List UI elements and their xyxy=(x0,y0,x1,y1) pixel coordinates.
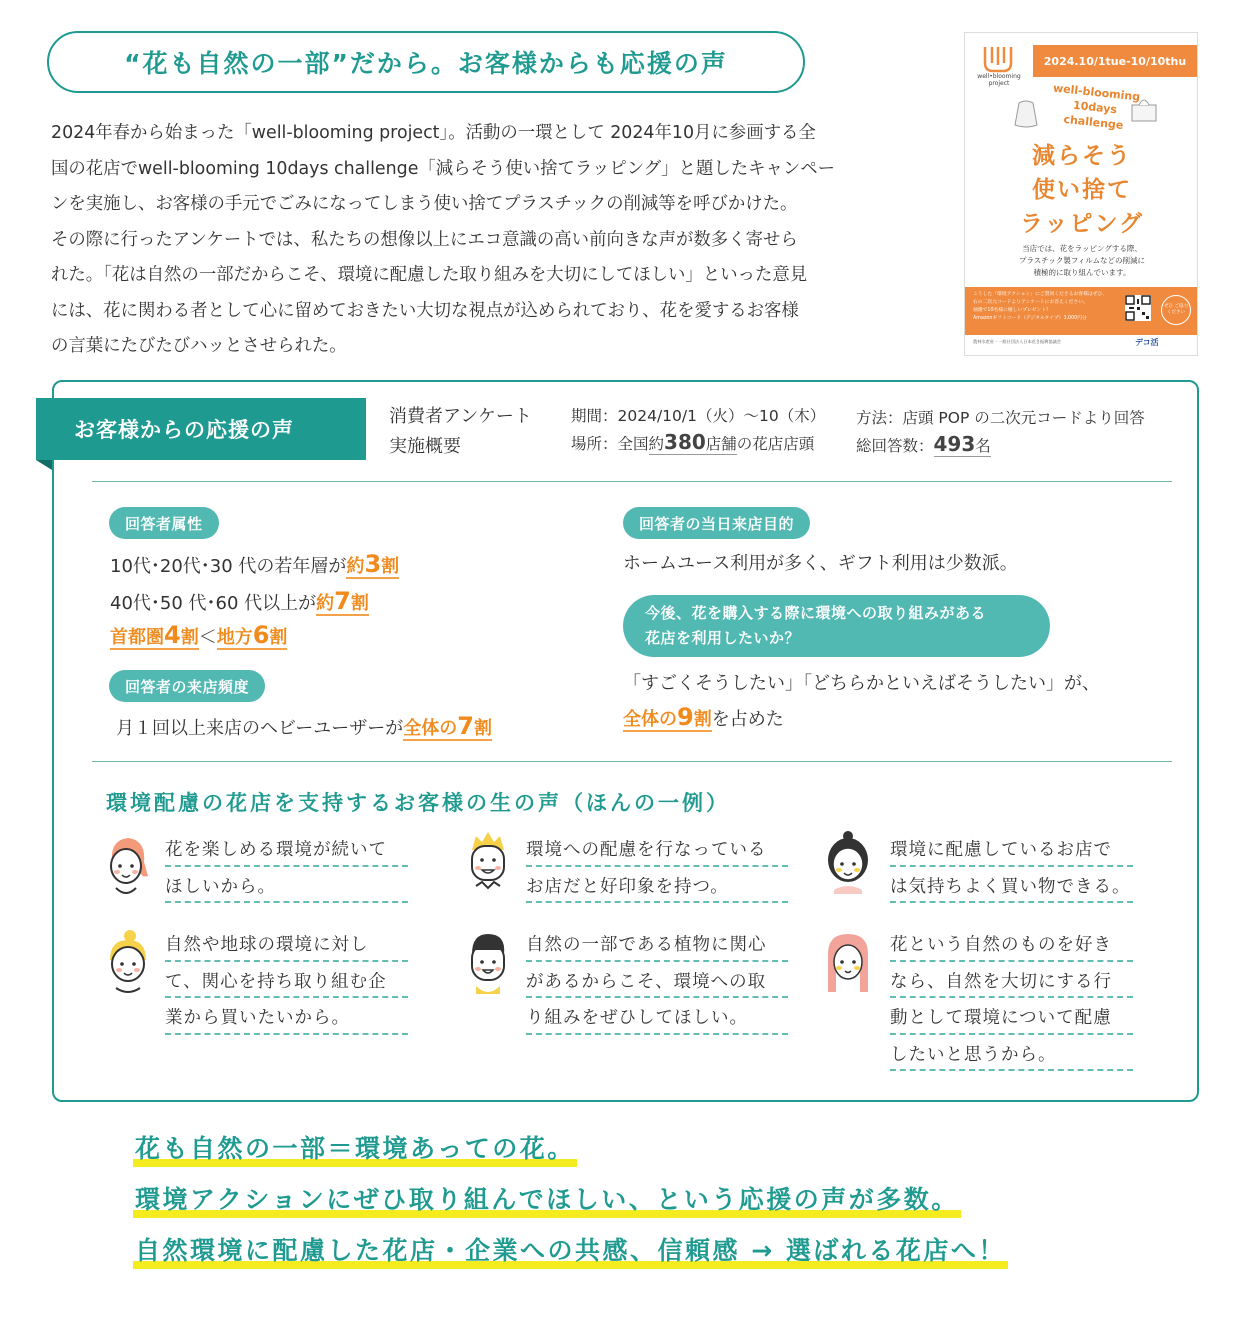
woman-orange-hair-avatar-icon xyxy=(102,832,154,898)
intro-line: には、花に関わる者として心に留めておきたい大切な視点が込められており、花を愛するお客様 xyxy=(51,300,799,321)
survey-tab: お客様からの応援の声 xyxy=(36,398,366,460)
voice-quote: 花という自然のものを好き なら、自然を大切にする行 動として環境について配慮 したいと思うから。 xyxy=(890,925,1133,1071)
man-yellow-hair-avatar-icon xyxy=(462,828,514,894)
badge-visit-frequency: 回答者の来店頻度 xyxy=(109,670,265,702)
poster-challenge: well-blooming 10days challenge xyxy=(1052,81,1141,133)
intro-line: 国の花店でwell-blooming 10days challenge「減らそう使い捨てラッピング」と題したキャンペー xyxy=(51,158,836,179)
stat-answer-ratio: 全体の9割を占めた xyxy=(623,703,784,731)
survey-period: 期間：2024/10/1（火）〜10（木） xyxy=(571,407,826,425)
woman-pink-hair-avatar-icon xyxy=(822,928,874,994)
survey-total: 総回答数：493名 xyxy=(856,432,991,456)
badge-respondent-attributes: 回答者属性 xyxy=(109,507,219,539)
voice-quote: 自然の一部である植物に関心 があるからこそ、環境への取 り組みをぜひしてほしい。 xyxy=(526,925,788,1035)
tab-fold xyxy=(36,460,52,470)
woman-yellow-bun-avatar-icon xyxy=(102,928,154,994)
section-title: “花も自然の一部”だから。お客様からも応援の声 xyxy=(47,31,805,93)
stat-answer-text: 「すごくそうしたい」「どちらかといえばそうしたい」が、 xyxy=(623,673,1100,694)
stat-visit-purpose: ホームユース利用が多く、ギフト利用は少数派。 xyxy=(623,553,1018,574)
poster-band-text: こうした「環境アクション」にご賛同くださるお客様はぜひ、 右の二次元コードよりアンケートにお答えください。 抽選で10名様に嬉しいプレゼント! Amazonギフトコード（デジタルタイプ）3,000円分 xyxy=(973,292,1107,321)
divider xyxy=(92,481,1172,482)
conclusion-line: 環境アクションにぜひ取り組んでほしい、という応援の声が多数。 xyxy=(133,1182,961,1218)
campaign-poster xyxy=(964,32,1198,356)
poster-date: 2024.10/1tue-10/10thu xyxy=(1033,45,1197,77)
voice-quote: 環境に配慮しているお店で は気持ちよく買い物できる。 xyxy=(890,830,1133,903)
poster-logo-text: well•blooming project xyxy=(977,73,1021,87)
survey-place: 場所：全国約380店舗の花店店頭 xyxy=(571,430,815,454)
stat-older-ratio: 40代･50 代･60 代以上が約7割 xyxy=(110,587,369,615)
poster-circle-badge: ぜひ ご協力 ください xyxy=(1161,295,1191,325)
overview-label: 消費者アンケート 実施概要 xyxy=(389,406,532,457)
survey-method: 方法：店頭 POP の二次元コードより回答 xyxy=(856,409,1145,427)
deco-katsu-logo: デコ活 xyxy=(1135,338,1159,347)
tissue-box-icon xyxy=(1129,95,1159,123)
badge-future-question: 今後、花を購入する際に環境への取り組みがある 花店を利用したいか？ xyxy=(623,595,1050,657)
stat-young-ratio: 10代･20代･30 代の若年層が約3割 xyxy=(110,550,400,578)
voice-quote: 自然や地球の環境に対し て、関心を持ち取り組む企 業から買いたいから。 xyxy=(165,925,408,1035)
poster-subtext: 当店では、花をラッピングする際、 プラスチック製フィルムなどの削減に 積極的に取り組んでいます。 xyxy=(1019,244,1145,277)
intro-line: れた。「花は自然の一部だからこそ、環境に配慮した取り組みを大切にしてほしい」といった意見 xyxy=(51,265,808,285)
intro-line: 2024年春から始まった「well-blooming project」。活動の一環として 2024年10月に参画する全 xyxy=(51,123,816,143)
voice-quote: 環境への配慮を行なっている お店だと好印象を持つ。 xyxy=(526,830,788,903)
man-dark-hair-avatar-icon xyxy=(462,928,514,994)
poster-headline: 減らそう 使い捨て ラッピング xyxy=(1019,143,1145,237)
voice-quote: 花を楽しめる環境が続いて ほしいから。 xyxy=(165,830,408,903)
stat-region-ratio: 首都圏4割＜地方6割 xyxy=(110,621,288,649)
qr-code-icon xyxy=(1125,295,1151,321)
stat-visit-frequency: 月１回以上来店のヘビーユーザーが全体の7割 xyxy=(116,712,492,740)
intro-line: その際に行ったアンケートでは、私たちの想像以上にエコ意識の高い前向きな声が数多く寄せら xyxy=(51,229,798,250)
badge-visit-purpose: 回答者の当日来店目的 xyxy=(623,507,810,539)
intro-line: の言葉にたびたびハッとさせられた。 xyxy=(51,336,347,356)
poster-footer: 農林水産省・一般社団法人日本花き振興協議会 xyxy=(973,339,1061,344)
voices-title: 環境配慮の花店を支持するお客様の生の声（ほんの一例） xyxy=(106,791,730,815)
divider xyxy=(92,761,1172,762)
conclusion-line: 自然環境に配慮した花店・企業への共感、信頼感 → 選ばれる花店へ！ xyxy=(133,1233,1008,1269)
intro-line: ンを実施し、お客様の手元でごみになってしまう使い捨てプラスチックの削減等を呼びかけた。 xyxy=(51,194,798,214)
intro-paragraph xyxy=(51,116,936,365)
conclusion-line: 花も自然の一部＝環境あっての花。 xyxy=(133,1131,577,1167)
woman-dark-hair-avatar-icon xyxy=(822,828,874,894)
well-blooming-logo-icon xyxy=(981,43,1015,75)
